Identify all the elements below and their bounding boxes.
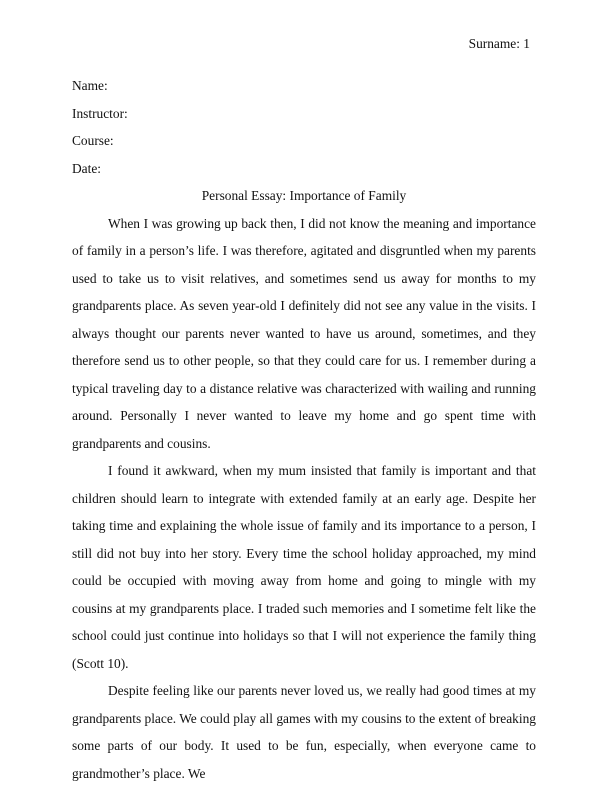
course-label: Course: xyxy=(72,133,114,148)
paragraph-3: Despite feeling like our parents never loved us, we really had good times at my grandparents place. We could play all games with my cousins to the extent of breaking some parts of our body. It used to be fun, especially, when everyone came to grandmother’s place. We xyxy=(72,683,536,781)
essay-body xyxy=(72,72,536,787)
paragraph-2: I found it awkward, when my mum insisted that family is important and that children should learn to integrate with extended family at an early age. Despite her taking time and explaining the whole issue of family and its importance to a person, I still did not buy into her story. Every time the school holiday approached, my mind could be occupied with moving away from home and going to mingle with my cousins at my grandparents place. I traded such memories and I sometime felt like the school could just continue into holidays so that I will not experience the family thing (Scott 10). xyxy=(72,463,536,671)
date-label: Date: xyxy=(72,160,101,176)
paragraph-1: When I was growing up back then, I did not know the meaning and importance of family in a person’s life. I was therefore, agitated and disgruntled when my parents used to take us to visit relatives, and sometimes send us away for months to my grandparents place. As seven year-old I definitely did not see any value in the visits. I always thought our parents never wanted to have us around, sometimes, and they therefore send us to other people, so that they could care for us. I remember during a typical traveling day to a distance relative was characterized with wailing and running around. Personally I never wanted to leave my home and go spent time with grandparents and cousins. xyxy=(72,215,536,451)
instructor-label: Instructor: xyxy=(72,105,128,121)
essay-title: Personal Essay: Importance of Family xyxy=(201,188,407,203)
essay-paragraphs xyxy=(72,210,536,788)
running-head: Surname: 1 xyxy=(468,36,530,51)
name-label: Name: xyxy=(72,78,108,93)
